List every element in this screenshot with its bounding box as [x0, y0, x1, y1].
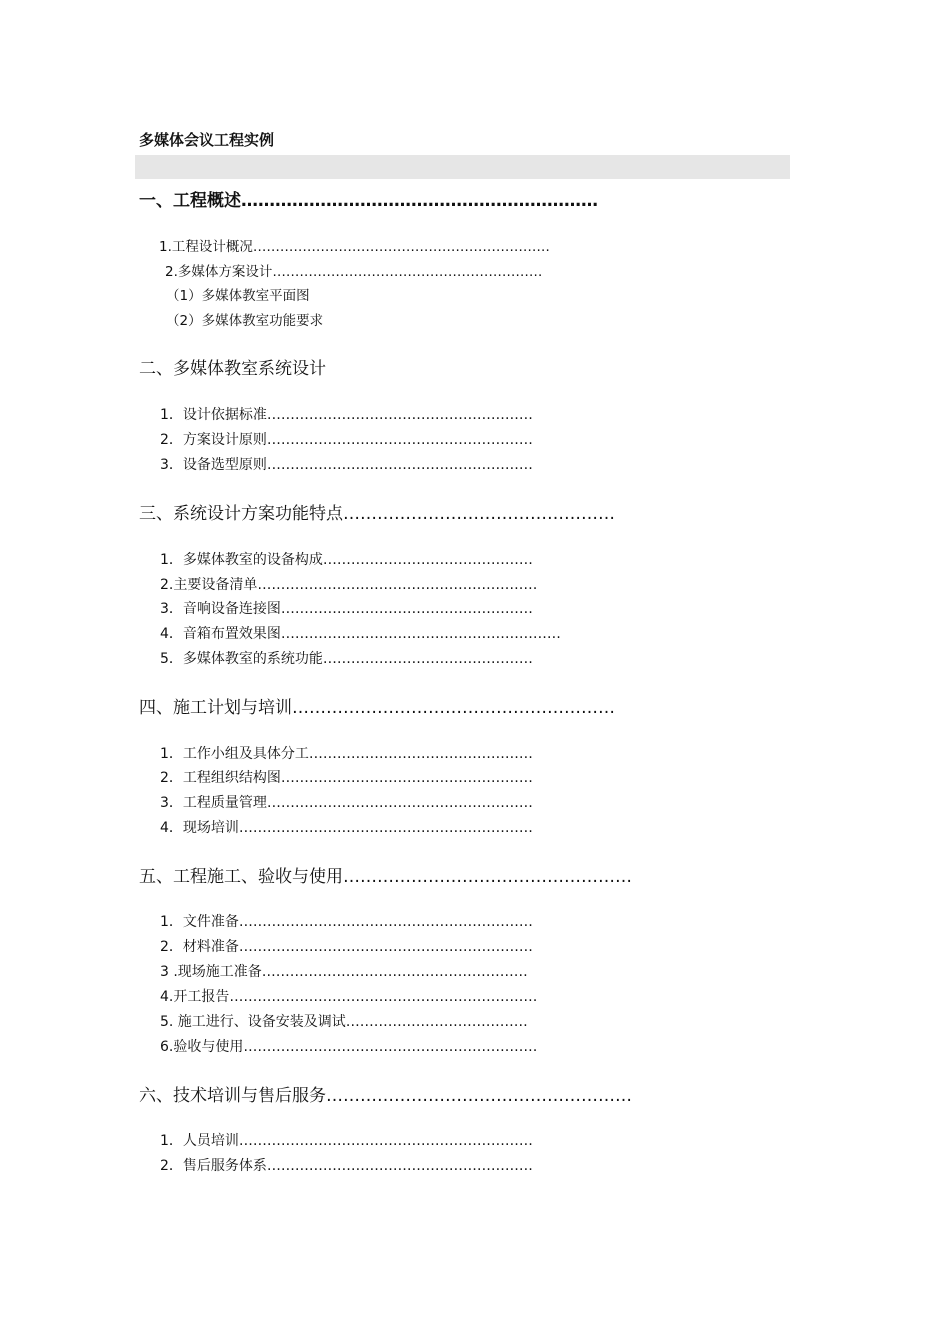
toc-item[interactable]: 4.开工报告………………………………………………………… — [160, 989, 538, 1005]
toc-item[interactable]: 3．工程质量管理………………………………………………… — [160, 795, 533, 811]
toc-heading-5[interactable]: 五、工程施工、验收与使用…………………………………………… — [139, 867, 632, 887]
toc-item[interactable]: 2．材料准备……………………………………………………… — [160, 939, 533, 955]
toc-item[interactable]: 4．音箱布置效果图…………………………………………………… — [160, 626, 561, 642]
toc-item[interactable]: 2．售后服务体系………………………………………………… — [160, 1158, 533, 1174]
toc-item[interactable]: 1.工程设计概况………………………………………………………… — [159, 239, 550, 255]
document-title: 多媒体会议工程实例 — [139, 131, 275, 149]
toc-item[interactable]: 4．现场培训……………………………………………………… — [160, 820, 533, 836]
toc-item[interactable]: 5．多媒体教室的系统功能……………………………………… — [160, 651, 533, 667]
toc-item[interactable]: （1）多媒体教室平面图 — [166, 288, 310, 304]
toc-item[interactable]: 1．文件准备……………………………………………………… — [160, 914, 533, 930]
toc-item[interactable]: 6.验收与使用……………………………………………………… — [160, 1039, 538, 1055]
toc-item[interactable]: 5. 施工进行、设备安装及调试………………………………… — [160, 1014, 528, 1030]
toc-heading-2[interactable]: 二、多媒体教室系统设计 — [139, 359, 326, 379]
toc-item[interactable]: （2）多媒体教室功能要求 — [166, 313, 324, 329]
toc-heading-3[interactable]: 三、系统设计方案功能特点………………………………………… — [139, 504, 615, 524]
toc-heading-1[interactable]: 一、工程概述……………………………………………………… — [139, 191, 598, 211]
toc-heading-4[interactable]: 四、施工计划与培训………………………………………………… — [139, 698, 615, 718]
toc-item[interactable]: 2．工程组织结构图……………………………………………… — [160, 770, 533, 786]
toc-item[interactable]: 3 .现场施工准备………………………………………………… — [160, 964, 528, 980]
toc-item[interactable]: 1．多媒体教室的设备构成……………………………………… — [160, 552, 533, 568]
toc-item[interactable]: 2．方案设计原则………………………………………………… — [160, 432, 533, 448]
toc-item[interactable]: 3．音响设备连接图……………………………………………… — [160, 601, 533, 617]
toc-item[interactable]: 1．人员培训……………………………………………………… — [160, 1133, 533, 1149]
toc-heading-6[interactable]: 六、技术培训与售后服务……………………………………………… — [139, 1086, 632, 1106]
toc-item[interactable]: 1．设计依据标准………………………………………………… — [160, 407, 533, 423]
toc-item[interactable]: 3．设备选型原则………………………………………………… — [160, 457, 533, 473]
toc-item[interactable]: 2.多媒体方案设计…………………………………………………… — [165, 264, 543, 280]
toc-item[interactable]: 1．工作小组及具体分工………………………………………… — [160, 746, 533, 762]
toc-item[interactable]: 2.主要设备清单…………………………………………………… — [160, 577, 538, 593]
title-underline-bar — [135, 155, 790, 179]
